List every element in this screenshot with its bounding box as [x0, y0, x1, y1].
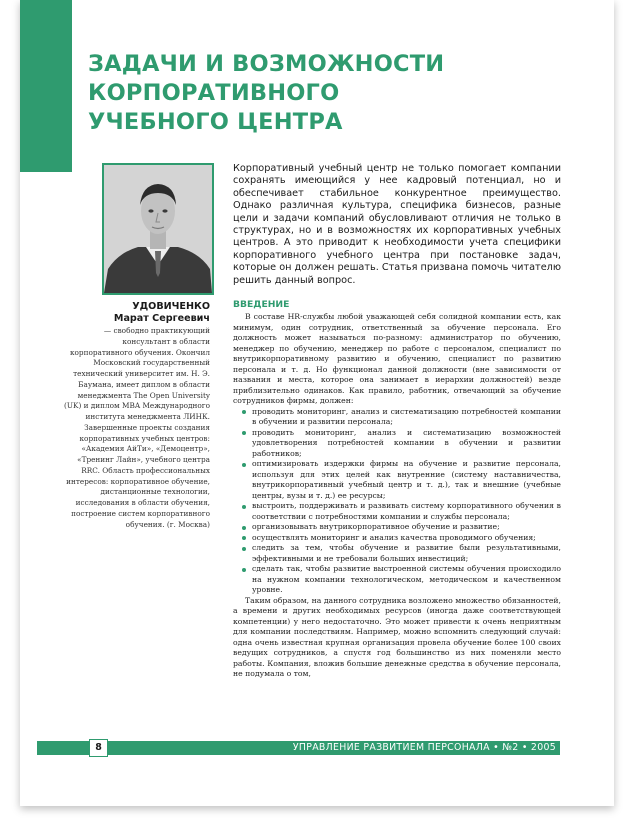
- list-item: организовывать внутрикорпоративное обучение и развитие;: [233, 522, 561, 533]
- list-item: следить за тем, чтобы обучение и развитие были результативными, эффективными и не требовали больших инвестиций;: [233, 543, 561, 564]
- title-line: КОРПОРАТИВНОГО: [88, 80, 340, 106]
- title-line: ЗАДАЧИ И ВОЗМОЖНОСТИ: [88, 51, 445, 77]
- article-lead: Корпоративный учебный центр не только помогает компании сохранять имеющийся у нее кадровый потенциал, но и обеспечивает стабильное конкурентное преимущество. Однако различная культура, специфика бизнесов, разные цели и задачи компаний обусловливают отличия не только в структурах, но и в возможностях их корпоративных учебных центров. А это приводит к необходимости учета специфики корпоративного учебного центра при постановке задач, которые он должен решать. Статья призвана помочь читателю решить данный вопрос.: [233, 163, 561, 286]
- author-photo: [102, 163, 214, 295]
- duties-list: [233, 407, 561, 596]
- list-item: проводить мониторинг, анализ и систематизацию потребностей компании в обучении и развитии персонала;: [233, 407, 561, 428]
- author-block: [64, 301, 210, 530]
- decorative-green-tab: [20, 0, 72, 172]
- page-number: 8: [89, 739, 108, 757]
- title-line: УЧЕБНОГО ЦЕНТРА: [88, 109, 343, 135]
- list-item: сделать так, чтобы развитие выстроенной системы обучения происходило на нужном компании технологическом, методическом и качественном уровне.: [233, 564, 561, 596]
- section-title: ВВЕДЕНИЕ: [233, 299, 290, 310]
- journal-name: УПРАВЛЕНИЕ РАЗВИТИЕМ ПЕРСОНАЛА • №2 • 2005: [292, 742, 556, 753]
- author-surname: УДОВИЧЕНКО: [132, 301, 210, 312]
- body-paragraph: В составе HR-службы любой уважающей себя солидной компании есть, как минимум, один сотрудник, ответственный за обучение персонала. Его должность может называться по-разному: администратор по обучению, менеджер по обучению, менеджер по работе с персоналом, специалист по внутрикорпоративному развитию и обучению, специалист по развитию персонала и т. д. Но функционал данной должности (вне зависимости от названия и места, которое она занимает в иерархии должностей) везде приблизительно одинаков. Как правило, работник, отвечающий за обучение сотрудников фирмы, должен:: [233, 312, 561, 405]
- list-item: осуществлять мониторинг и анализ качества проводимого обучения;: [233, 533, 561, 544]
- article-body: [233, 299, 561, 680]
- author-given-names: Марат Сергеевич: [113, 312, 210, 324]
- body-paragraph: Таким образом, на данного сотрудника возложено множество обязанностей, а времени и других необходимых ресурсов (иногда даже соответствующей компетенции) у него недостаточно. Это может привести к очень неприятным для компании последствиям. Например, можно вспомнить следующий случай: одна очень известная крупная организация провела обучение более 100 своих ведущих сотрудников, а спустя год большинство из них поменяли место работы. Компания, вложив большие денежные средства в обучение персонала, не подумала о том,: [233, 595, 561, 678]
- list-item: оптимизировать издержки фирмы на обучение и развитие персонала, используя для этих целей как внутренние (систему наставничества, внутрикорпоративный учебный центр и т. д.), так и внешние (учебные центры, вузы и т. д.) ее ресурсы;: [233, 459, 561, 501]
- list-item: проводить мониторинг, анализ и систематизацию возможностей удовлетворения потребностей компании в обучении и развитии работников;: [233, 428, 561, 460]
- portrait-image: [104, 165, 212, 293]
- article-title: [88, 50, 548, 137]
- author-bio: — свободно практикующий консультант в области корпоративного обучения. Окончил Московский государственный технический университет им. Н. Э. Баумана, имеет диплом в области менеджмента The Open University (UK) и диплом MBA Международного института менеджмента ЛИНК. Завершенные проекты создания корпоративных учебных центров: «Академия АйТи», «Демоцентр», «Тренинг Лайн», учебного центра RRC. Область профессиональных интересов: корпоративное обучение, дистанционные технологии, исследования в области обучения, построение систем корпоративного обучения. (г. Москва): [64, 326, 210, 529]
- list-item: выстроить, поддерживать и развивать систему корпоративного обучения в соответствии с потребностями компании и службы персонала;: [233, 501, 561, 522]
